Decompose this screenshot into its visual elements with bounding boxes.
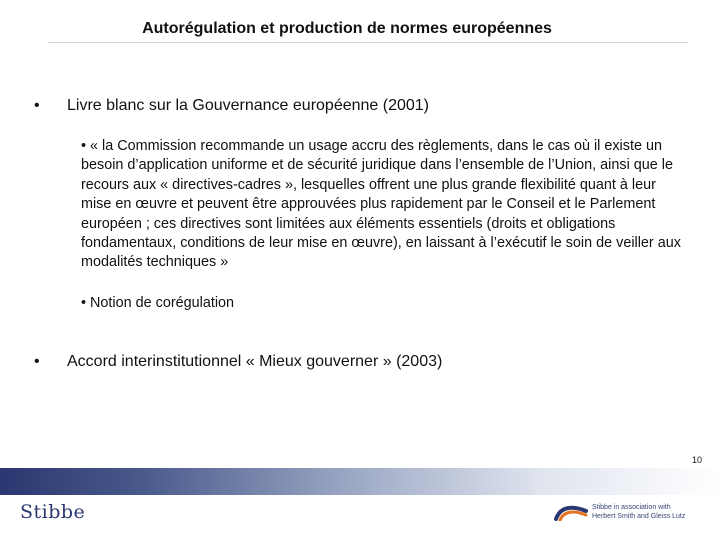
bullet-marker: •: [34, 97, 40, 114]
sub-bullet-coregulation: • Notion de corégulation: [81, 295, 235, 311]
title-divider: [48, 42, 688, 43]
association-line-1: Stibbe in association with: [592, 504, 671, 511]
section-heading-white-paper: Livre blanc sur la Gouvernance européenne (2001): [67, 97, 430, 114]
quote-paragraph: • « la Commission recommande un usage accru des règlements, dans le cas où il existe un besoin d’application uniforme et de sécurité juridique dans l’ensemble de l’Union, ainsi que le recours aux « directives-cadres », lesquelles offrent une plus grande flexibilité quant à leur mise en œuvre et peuvent être approuvées plus rapidement par le Conseil et le Parlement européen ; ces directives sont limitées aux éléments essentiels (droits et obligations fondamentaux, conditions de leur mise en œuvre), en laissant à l’exécutif le soin de veiller aux modalités techniques »: [81, 138, 681, 271]
footer-gradient-band: [0, 468, 720, 495]
association-block: [554, 503, 714, 523]
association-text: [592, 504, 685, 521]
page-number: 10: [691, 455, 702, 465]
association-logo-icon: [554, 503, 588, 521]
association-line-2: Herbert Smith and Gleiss Lutz: [592, 512, 686, 520]
bullet-marker: •: [34, 353, 40, 370]
slide-title: Autorégulation et production de normes européennes: [142, 20, 552, 37]
section-heading-interinstitutional-agreement: Accord interinstitutionnel « Mieux gouverner » (2003): [67, 353, 443, 370]
stibbe-logo: Stibbe: [20, 501, 86, 523]
